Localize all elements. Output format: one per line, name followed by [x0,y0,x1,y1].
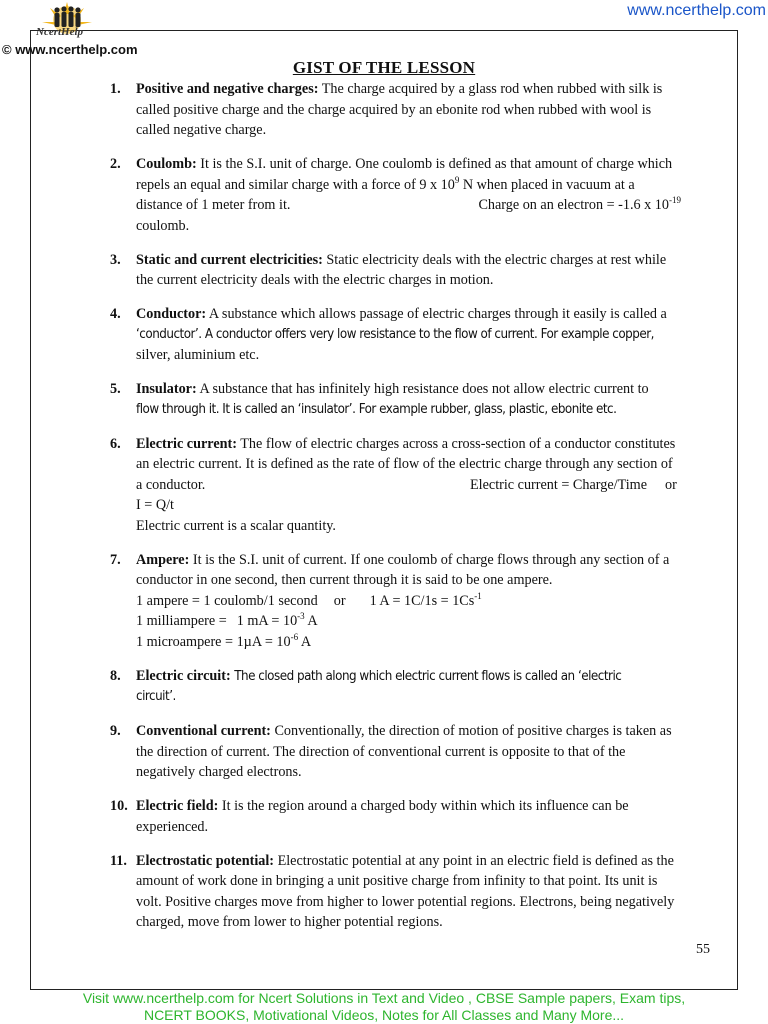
item-number: 7. [110,551,121,568]
item-number: 6. [110,435,121,452]
item-number: 9. [110,723,121,739]
item-term: Electric current: [136,435,237,452]
footer-line-2[interactable]: NCERT BOOKS, Motivational Videos, Notes for All Classes and Many More... [143,1007,625,1023]
item-number: 1. [110,81,121,97]
list-item: 4. Conductor: A substance which allows passage of electric charges through it easily is called a ‘conductor’. A conductor offers very low resistance to the flow of current. For example copper, silver, aluminium etc. [110,306,667,363]
item-term: Electric circuit: [136,667,231,684]
list-item: 3. Static and current electricities: Static electricity deals with the electric charges at rest while the current electricity deals with the electric charges in motion. [110,251,667,288]
item-number: 5. [110,381,121,397]
list-item: 2. Coulomb: It is the S.I. unit of charge. One coulomb is defined as that amount of charge which repels an equal and similar charge with a force of 9 x $10^9$ N when placed in vacuum at a distance of 1 meter from it. Charge on an electron = -1.6 x $10^{-19}$ coulomb. [110,156,681,234]
item-term: Conductor: [136,306,207,322]
item-number: 3. [110,251,121,268]
list-item: 10. Electric field: It is the region around a charged body within which its influence can be experienced. [110,798,629,835]
list-item: 9. Conventional current: Conventionally, the direction of motion of positive charges is taken as the direction of current. The direction of conventional current is opposite to that of the negatively charged electrons. [110,723,672,780]
list-item: 11. Electrostatic potential: Electrostatic potential at any point in an electric field is defined as the amount of work done in bringing a unit positive charge from infinity to that point. Its unit is volt. Positive charges move from higher to lower potential regions. Electrons, being negatively charged, move from lower to higher potential regions. [110,852,675,930]
item-number: 4. [110,306,121,322]
item-term: Coulomb: [136,156,197,172]
item-term: Conventional current: [136,723,271,739]
logo-text: NcertHelp [36,26,84,38]
item-number: 8. [110,667,121,684]
item-term: Ampere: [136,551,190,568]
item-term: Static and current electricities: [136,251,323,268]
list-item: 8. Electric circuit: The closed path along which electric current flows is called an ‘electric circuit’. [110,667,622,704]
item-number: 2. [110,156,121,172]
site-url-link[interactable]: www.ncerthelp.com [627,2,766,19]
page-number: 55 [696,942,710,957]
item-number: 10. [110,798,128,814]
footer-banner[interactable] [0,990,768,1024]
page-title: GIST OF THE LESSON [292,58,476,77]
list-item: 6. Electric current: The flow of electric charges across a cross-section of a conductor constitutes an electric current. It is defined as the rate of flow of the electric charge through any section of a conductor. Electric current = Charge/Time or I = Q/t Electric current is a scalar quantity. [110,435,677,534]
item-term: Positive and negative charges: [136,81,319,97]
item-term: Insulator: [136,381,197,397]
footer-line-1[interactable]: Visit www.ncerthelp.com for Ncert Solutions in Text and Video , CBSE Sample papers, Exam tips, [82,990,686,1006]
item-term: Electric field: [136,798,219,814]
lesson-list [110,79,710,946]
list-item: 7. Ampere: It is the S.I. unit of current. If one coulomb of charge flows through any section of a conductor in one second, then current through it is said to be one ampere. 1 ampere = 1 coulomb/1 second or 1 $A = 1C/1s = 1Cs^{-1}$ 1 milliampere = 1 mA = $10^{-3}$ A 1 microampere = $1\mu A = 10^{-6}$ A [110,551,670,650]
list-item: 1. Positive and negative charges: The charge acquired by a glass rod when rubbed with silk is called positive charge and the charge acquired by an ebonite rod when rubbed with wool is called negative charge. [110,81,663,138]
item-term: Electrostatic potential: [136,852,275,869]
list-item: 5. Insulator: A substance that has infinitely high resistance does not allow electric current to flow through it. It is called an ‘insulator’. For example rubber, glass, plastic, ebonite etc. [110,381,649,417]
item-number: 11. [110,852,127,869]
copyright-text: © www.ncerthelp.com [2,42,138,57]
